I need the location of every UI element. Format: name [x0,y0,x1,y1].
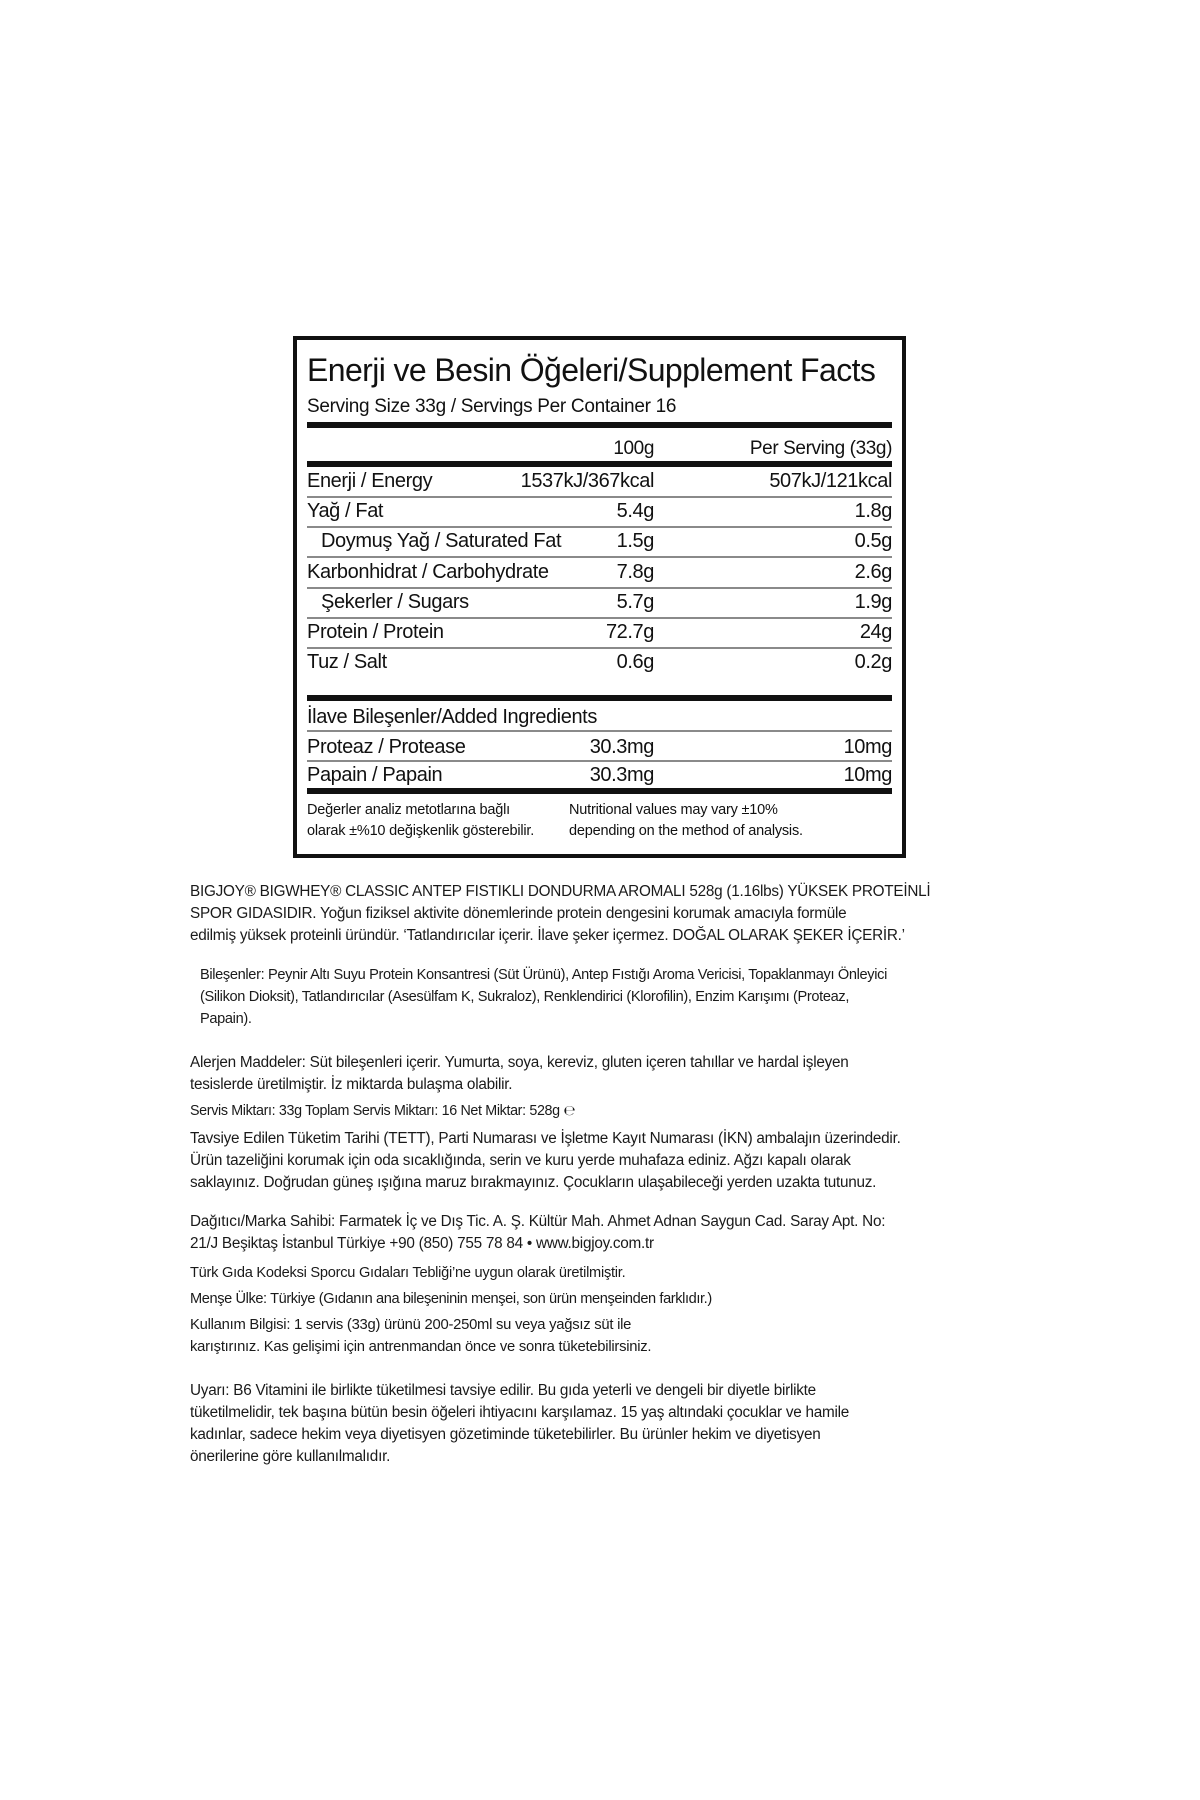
nutrient-label: Karbonhidrat / Carbohydrate [307,560,549,583]
nutrient-row [307,528,892,556]
column-header-100g: 100g [613,438,654,459]
ingredients-list [200,964,1040,1030]
description-line: BIGJOY® BIGWHEY® CLASSIC ANTEP FISTIKLI DONDURMA AROMALI 528g (1.16lbs) YÜKSEK PROTEİNLİ [190,883,931,900]
panel-title: Enerji ve Besin Öğeleri/Supplement Facts [307,352,876,388]
added-ingredient-label: Papain / Papain [307,764,443,786]
storage-line: Ürün tazeliğini korumak için oda sıcaklığında, serin ve kuru yerde muhafaza ediniz. Ağzı kapalı olarak [190,1152,851,1169]
nutrient-per-100g: 7.8g [616,560,654,583]
warning-line: Uyarı: B6 Vitamini ile birlikte tüketilmesi tavsiye edilir. Bu gıda yeterli ve dengeli bir diyetle birlikte [190,1382,816,1399]
thin-divider [307,730,892,732]
nutrient-row [307,589,892,617]
warning-line: tüketilmelidir, tek başına bütün besin öğeleri ihtiyacını karşılamaz. 15 yaş altındaki çocuklar ve hamile [190,1404,850,1421]
added-ingredients-heading [307,704,892,732]
codex-line: Türk Gıda Kodeksi Sporcu Gıdaları Tebliği’ne uygun olarak üretilmiştir. [190,1265,626,1281]
supplement-facts-panel [293,336,906,858]
nutrient-label: Yağ / Fat [307,500,384,523]
warning-info [190,1380,1030,1468]
ingredients-line: (Silikon Dioksit), Tatlandırıcılar (Asesülfam K, Sukraloz), Renklendirici (Klorofilin), Enzim Karışımı (Proteaz, [200,989,850,1005]
nutrient-label: Enerji / Energy [307,470,433,492]
serving-info: Serving Size 33g / Servings Per Container 16 [307,396,677,417]
added-ingredient-per-100g: 30.3mg [589,764,654,786]
nutrient-per-100g: 1.5g [616,530,654,553]
added-ingredient-per-serving: 10mg [843,764,892,786]
product-description [190,881,1030,947]
nutrient-label: Tuz / Salt [307,651,387,674]
distributor-line: Dağıtıcı/Marka Sahibi: Farmatek İç ve Dış Tic. A. Ş. Kültür Mah. Ahmet Adnan Saygun Cad. Saray Apt. No: [190,1213,886,1230]
nutrient-per-serving: 24g [859,621,892,643]
storage-info [190,1128,1030,1194]
nutrient-row [307,559,892,587]
nutrient-label: Şekerler / Sugars [321,590,469,613]
origin-line: Menşe Ülke: Türkiye (Gıdanın ana bileşeninin menşei, son ürün menşeinden farklıdır.) [190,1291,712,1307]
note-turkish-line: Değerler analiz metotlarına bağlı [307,802,510,818]
allergen-line: tesislerde üretilmiştir. İz miktarda bulaşma olabilir. [190,1076,513,1093]
description-line: SPOR GIDASIDIR. Yoğun fiziksel aktivite dönemlerinde protein dengesini korumak amacıyla formüle [190,905,847,922]
column-header-per-serving: Per Serving (33g) [749,438,892,459]
column-header-row [307,436,892,464]
codex-compliance [190,1262,1030,1284]
allergen-info [190,1052,1030,1096]
note-turkish-line: olarak ±%10 değişkenlik gösterebilir. [307,823,535,839]
estimated-sign-icon: ℮ [563,1103,575,1119]
nutrient-row [307,498,892,526]
nutrient-label: Protein / Protein [307,621,444,643]
thick-divider [307,422,892,428]
usage-line: Kullanım Bilgisi: 1 servis (33g) ürünü 200-250ml su veya yağsız süt ile [190,1317,632,1333]
origin-country [190,1288,1030,1310]
nutrient-row [307,468,892,496]
note-english-line: depending on the method of analysis. [569,823,803,839]
nutrient-per-serving: 1.8g [854,500,892,523]
added-ingredient-label: Proteaz / Protease [307,736,466,758]
warning-line: önerilerine göre kullanılmalıdır. [190,1448,391,1465]
nutrient-per-serving: 2.6g [854,560,892,583]
ingredients-line: Bileşenler: Peynir Altı Suyu Protein Konsantresi (Süt Ürünü), Antep Fıstığı Aroma Vericisi, Topaklanmayı Önleyici [200,967,887,983]
serving-quantity-line [190,1100,1030,1122]
note-english-line: Nutritional values may vary ±10% [569,802,778,818]
distributor-line: 21/J Beşiktaş İstanbul Türkiye +90 (850) 755 78 84 • www.bigjoy.com.tr [190,1235,654,1252]
added-ingredient-per-100g: 30.3mg [589,736,654,758]
nutrient-per-100g: 72.7g [605,621,654,643]
added-ingredient-row [307,734,892,762]
nutrient-per-serving: 0.2g [854,651,892,674]
nutrient-per-100g: 1537kJ/367kcal [520,470,654,492]
nutrient-row [307,649,892,677]
usage-line: karıştırınız. Kas gelişimi için antrenmandan önce ve sonra tüketebilirsiniz. [190,1339,652,1355]
nutrient-per-serving: 1.9g [854,590,892,613]
note-english [569,800,803,842]
added-ingredients-title: İlave Bileşenler/Added Ingredients [307,706,597,728]
nutrient-per-100g: 5.4g [616,500,654,523]
nutrient-label: Doymuş Yağ / Saturated Fat [321,530,562,553]
description-line: edilmiş yüksek proteinli üründür. ‘Tatlandırıcılar içerir. İlave şeker içermez. DOĞAL OLARAK ŞEKER İÇERİR.’ [190,927,905,944]
allergen-line: Alerjen Maddeler: Süt bileşenleri içerir. Yumurta, soya, kereviz, gluten içeren tahıllar ve hardal işleyen [190,1054,849,1071]
storage-line: Tavsiye Edilen Tüketim Tarihi (TETT), Parti Numarası ve İşletme Kayıt Numarası (İKN) ambalajın üzerindedir. [190,1130,901,1147]
nutrient-per-serving: 507kJ/121kcal [769,470,892,492]
ingredients-line: Papain). [200,1011,252,1027]
nutrient-per-serving: 0.5g [854,530,892,553]
thick-divider [307,788,892,794]
thick-divider [307,695,892,701]
serving-quantity-text: Servis Miktarı: 33g Toplam Servis Miktarı: 16 Net Miktar: 528g [190,1103,560,1119]
storage-line: saklayınız. Doğrudan güneş ışığına maruz bırakmayınız. Çocukların ulaşabileceği yerden uzakta tutunuz. [190,1174,877,1191]
nutrient-per-100g: 0.6g [616,651,654,674]
distributor-info [190,1211,1030,1255]
added-ingredient-per-serving: 10mg [843,736,892,758]
nutrient-row [307,619,892,647]
note-turkish [307,800,534,842]
added-ingredient-row [307,762,892,790]
nutrient-per-100g: 5.7g [616,590,654,613]
usage-info [190,1314,1030,1358]
thick-divider [307,461,892,467]
warning-line: kadınlar, sadece hekim veya diyetisyen gözetiminde tüketebilirler. Bu ürünler hekim ve diyetisyen [190,1426,821,1443]
